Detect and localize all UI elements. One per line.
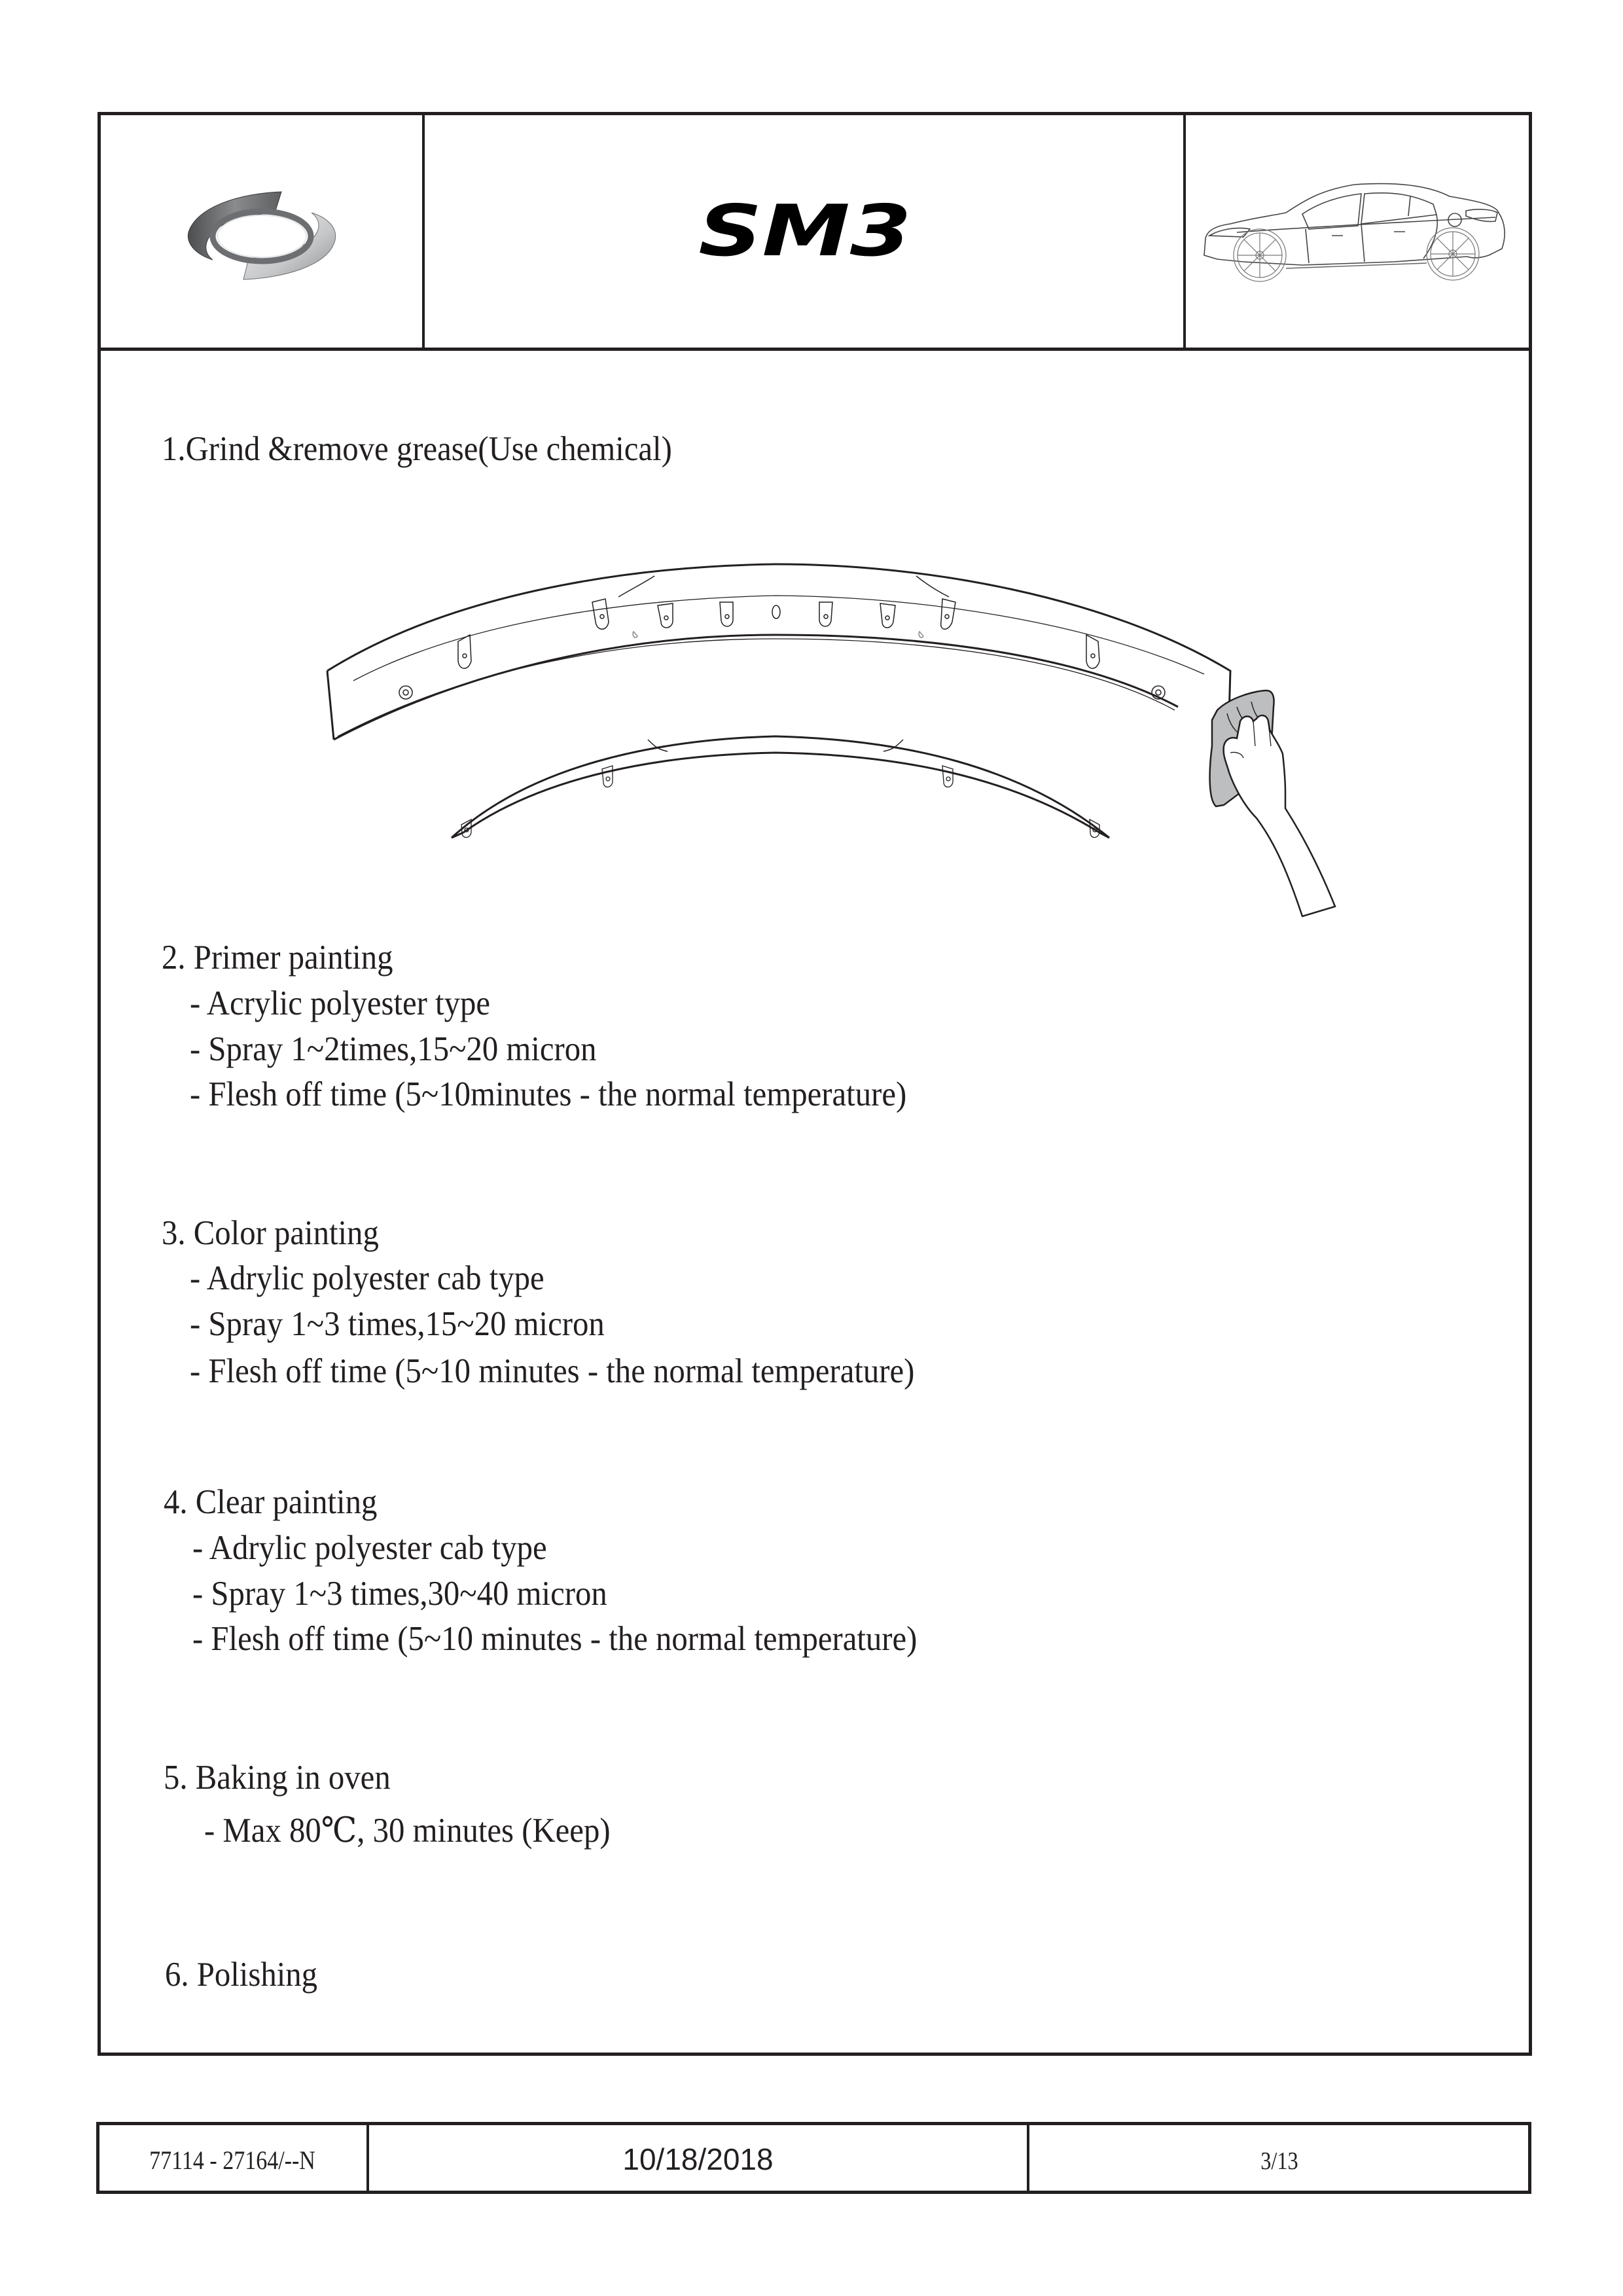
model-logo — [654, 190, 955, 272]
step-4-detail-2: - Spray 1~3 times,30~40 micron — [192, 1575, 607, 1613]
step-3-detail-2: - Spray 1~3 times,15~20 micron — [190, 1305, 605, 1343]
step-4-detail-1: - Adrylic polyester cab type — [192, 1529, 547, 1567]
step-2-detail-1: - Acrylic polyester type — [190, 984, 491, 1022]
footer-date: 10/18/2018 — [622, 2142, 774, 2176]
model-logo-text: SM3 — [698, 190, 912, 272]
step-4-detail-3: - Flesh off time (5~10 minutes - the normal temperature) — [192, 1620, 918, 1658]
step-3-detail-1: - Adrylic polyester cab type — [190, 1259, 544, 1297]
step-5-detail-1: - Max 80℃, 30 minutes (Keep) — [204, 1812, 611, 1850]
spoiler-upper — [327, 564, 1230, 740]
step-3-detail-3: - Flesh off time (5~10 minutes - the normal temperature) — [190, 1352, 915, 1390]
car-side-view-icon — [1198, 177, 1518, 295]
footer-part-number: 77114 - 27164/--N — [149, 2145, 315, 2175]
brand-logo — [183, 187, 340, 285]
step-2-detail-2: - Spray 1~2times,15~20 micron — [190, 1030, 597, 1068]
step-6-heading: 6. Polishing — [165, 1956, 318, 1994]
footer-page-number: 3/13 — [1260, 2147, 1298, 2175]
header-divider — [98, 348, 1532, 351]
step-3-heading: 3. Color painting — [162, 1214, 379, 1252]
header-col-divider-2 — [1183, 112, 1186, 349]
step-5-heading: 5. Baking in oven — [164, 1759, 391, 1797]
step-2-heading: 2. Primer painting — [162, 939, 393, 977]
model-logo-wordmark — [654, 190, 955, 272]
hand-icon — [1224, 715, 1335, 916]
step-2-detail-3: - Flesh off time (5~10minutes - the normal temperature) — [190, 1075, 907, 1113]
footer-col-divider-2 — [1027, 2122, 1029, 2194]
spoiler-lower-lip — [452, 736, 1109, 838]
brand-logo-icon — [183, 187, 340, 285]
step-1-illustration — [314, 550, 1394, 936]
step-1-heading: 1.Grind &remove grease(Use chemical) — [162, 430, 672, 468]
vehicle-illustration — [1198, 177, 1518, 295]
step-4-heading: 4. Clear painting — [164, 1483, 378, 1521]
header-col-divider-1 — [422, 112, 425, 349]
spoiler-cleaning-illustration — [314, 550, 1394, 936]
